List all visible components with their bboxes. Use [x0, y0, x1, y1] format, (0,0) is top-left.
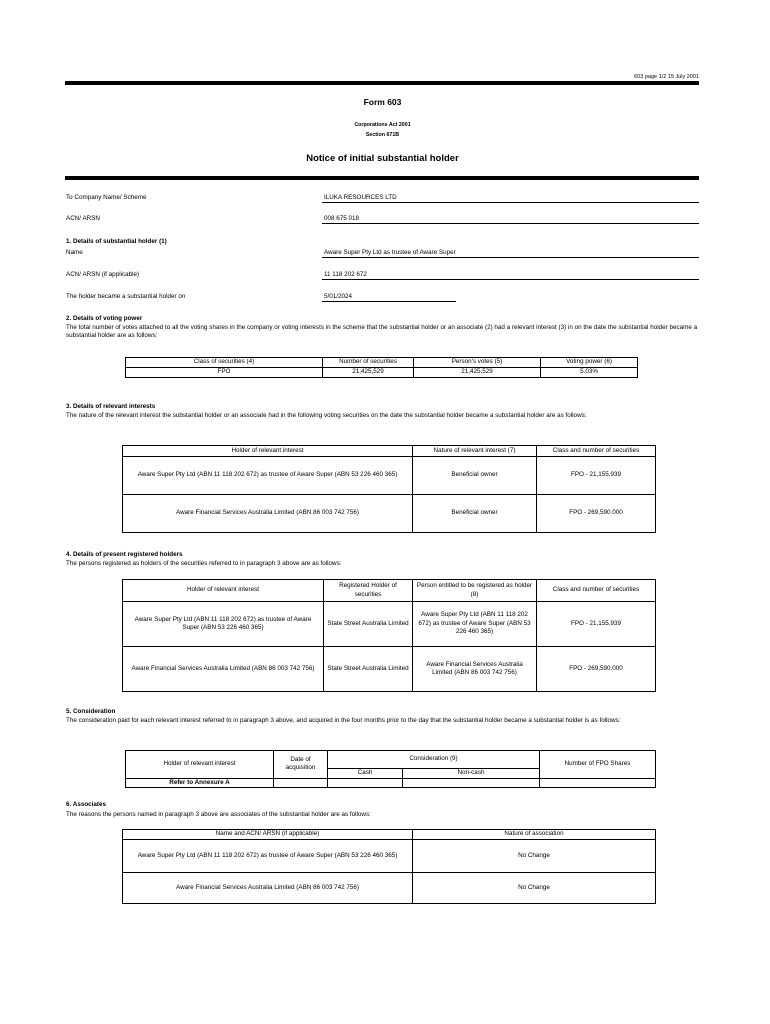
- col-shares: Number of FPO Shares: [540, 751, 656, 779]
- voting-power-table: [125, 357, 638, 378]
- cell-entitled: Aware Super Pty Ltd (ABN 11 118 202 672) as trustee of Aware Super (ABN 53 226 460 365): [413, 602, 537, 647]
- cell-holder: Aware Super Pty Ltd (ABN 11 118 202 672) as trustee of Aware Super (ABN 53 226 460 365): [123, 457, 413, 495]
- cell-cash: [328, 778, 403, 788]
- cell-association: No Change: [413, 840, 656, 873]
- col-class-number: Class and number of securities: [537, 580, 656, 602]
- holder-name-label: Name: [66, 249, 83, 256]
- col-holder: Holder of relevant interest: [123, 580, 324, 602]
- col-class: Class of securities (4): [126, 358, 323, 368]
- cell-name-acn: Aware Financial Services Australia Limited (ABN 86 003 742 756): [123, 873, 413, 904]
- cell-class: FPO: [126, 368, 323, 378]
- section5-heading: 5. Consideration: [66, 708, 116, 715]
- cell-holder: Aware Super Pty Ltd (ABN 11 118 202 672) as trustee of Aware Super (ABN 53 226 460 365): [123, 602, 324, 647]
- cell-nature: Beneficial owner: [413, 457, 537, 495]
- col-cash: Cash: [328, 769, 403, 779]
- page-title: Notice of initial substantial holder: [306, 153, 459, 164]
- col-votes: Person's votes (5): [414, 358, 541, 368]
- col-association: Nature of association: [413, 830, 656, 840]
- col-number: Number of securities: [323, 358, 414, 368]
- holder-date-value: 5/01/2024: [324, 293, 353, 300]
- section1-heading: 1. Details of substantial holder (1): [66, 238, 167, 245]
- cell-noncash: [403, 778, 540, 788]
- acn-label: ACN/ ARSN: [66, 215, 100, 222]
- table-row: [123, 457, 656, 495]
- table-row: [123, 873, 656, 904]
- consideration-table: [125, 750, 656, 788]
- section6-text: The reasons the persons named in paragraph 3 above are associates of the substantial holder are as follows:: [66, 811, 371, 818]
- cell-number: 21,425,529: [323, 368, 414, 378]
- table-row: [123, 840, 656, 873]
- holder-acn-value: 11 118 202 672: [324, 271, 367, 278]
- col-noncash: Non-cash: [403, 769, 540, 779]
- cell-nature: Beneficial owner: [413, 495, 537, 533]
- col-registered: Registered Holder of securities: [324, 580, 413, 602]
- section2-heading: 2. Details of voting power: [66, 315, 143, 322]
- cell-class-number: FPO - 269,590.000: [537, 647, 656, 692]
- holder-name-underline: [322, 257, 699, 258]
- cell-votes: 21,425,529: [414, 368, 541, 378]
- title-rule: [65, 176, 699, 180]
- holder-name-value: Aware Super Pty Ltd as trustee of Aware Super: [324, 249, 456, 256]
- cell-class-number: FPO - 21,155,939: [537, 457, 656, 495]
- col-holder: Holder of relevant interest: [126, 751, 274, 779]
- holder-date-label: The holder became a substantial holder on: [66, 293, 186, 300]
- top-rule: [65, 81, 699, 85]
- section3-heading: 3. Details of relevant interests: [66, 403, 156, 410]
- section6-heading: 6. Associates: [66, 801, 107, 808]
- col-nature: Nature of relevant interest (7): [413, 446, 537, 457]
- cell-name-acn: Aware Super Pty Ltd (ABN 11 118 202 672) as trustee of Aware Super (ABN 53 226 460 365): [123, 840, 413, 873]
- cell-entitled: Aware Financial Services Australia Limited (ABN 86 003 742 756): [413, 647, 537, 692]
- page-reference: 603 page 1/2 15 July 2001: [634, 74, 699, 80]
- holder-acn-underline: [322, 279, 699, 280]
- section-ref: Section 671B: [365, 132, 400, 138]
- acn-underline: [322, 223, 699, 224]
- table-row: [126, 778, 656, 788]
- col-date: Date of acquisition: [274, 751, 328, 779]
- company-value: ILUKA RESOURCES LTD: [324, 194, 397, 201]
- col-name-acn: Name and ACN/ ARSN (if applicable): [123, 830, 413, 840]
- holder-acn-label: ACN/ ARSN (if applicable): [66, 271, 140, 278]
- cell-holder: Aware Financial Services Australia Limited (ABN 86 003 742 756): [123, 647, 324, 692]
- cell-class-number: FPO - 21,155,939: [537, 602, 656, 647]
- cell-holder: Aware Financial Services Australia Limited (ABN 86 003 742 756): [123, 495, 413, 533]
- section3-text: The nature of the relevant interest the substantial holder or an associate had in the following voting securities on the date the substantial holder became a substantial holder are as follows:: [66, 412, 587, 419]
- table-row: [123, 495, 656, 533]
- relevant-interests-table: [122, 445, 656, 533]
- form-number: Form 603: [363, 97, 402, 107]
- cell-date: [274, 778, 328, 788]
- holder-date-underline: [322, 301, 456, 302]
- acn-value: 008 675 018: [324, 215, 360, 222]
- section2-text: The total number of votes attached to all the voting shares in the company or voting interests in the scheme that the substantial holder or an associate (2) had a relevant interest (3) in on the date the substantial holder became a substantial holder are as follows:: [66, 324, 698, 339]
- cell-class-number: FPO - 269,590.000: [537, 495, 656, 533]
- table-row: [123, 647, 656, 692]
- company-label: To Company Name/ Scheme: [66, 194, 147, 201]
- section5-text: The consideration paid for each relevant interest referred to in paragraph 3 above, and acquired in the four months prior to the day that the substantial holder became a substantial holder is as follows:: [66, 717, 621, 724]
- col-class-number: Class and number of securities: [537, 446, 656, 457]
- cell-shares: [540, 778, 656, 788]
- associates-table: [122, 829, 656, 904]
- registered-holders-table: [122, 579, 656, 692]
- col-voting-power: Voting power (6): [541, 358, 638, 368]
- col-holder: Holder of relevant interest: [123, 446, 413, 457]
- act-name: Corporations Act 2001: [354, 122, 411, 128]
- cell-registered: State Street Australia Limited: [324, 602, 413, 647]
- cell-registered: State Street Australia Limited: [324, 647, 413, 692]
- table-row: [123, 602, 656, 647]
- cell-association: No Change: [413, 873, 656, 904]
- col-entitled: Person entitled to be registered as holder (8): [413, 580, 537, 602]
- company-underline: [322, 202, 699, 203]
- section4-text: The persons registered as holders of the securities referred to in paragraph 3 above are as follows:: [66, 560, 342, 567]
- cell-holder: Refer to Annexure A: [126, 778, 274, 788]
- section4-heading: 4. Details of present registered holders: [66, 551, 183, 558]
- cell-voting-power: 5.03%: [541, 368, 638, 378]
- col-consideration: Consideration (9): [328, 751, 540, 769]
